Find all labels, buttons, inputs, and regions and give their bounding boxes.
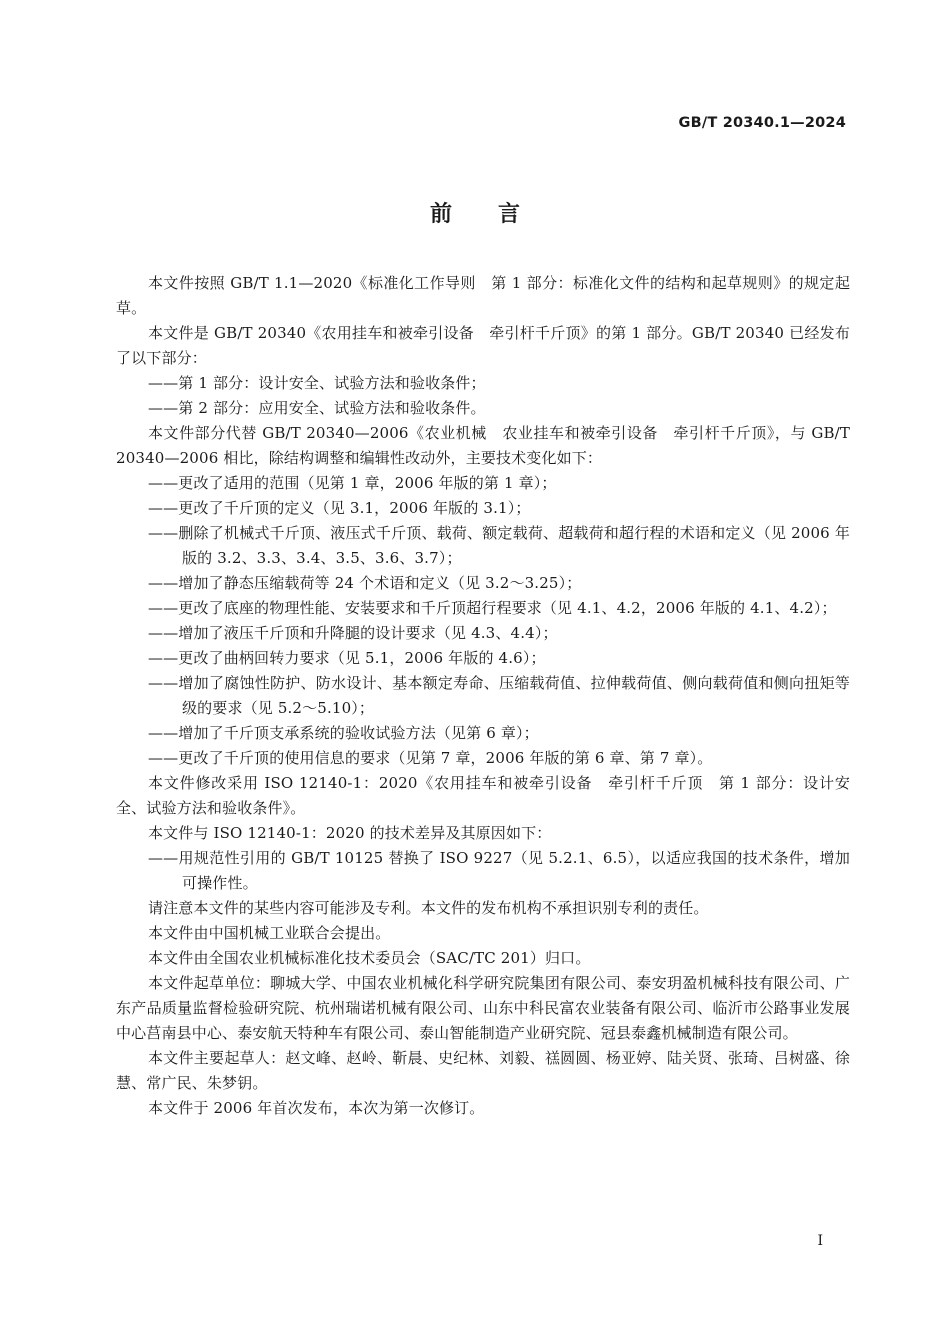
paragraph: 本文件按照 GB/T 1.1—2020《标准化工作导则 第 1 部分：标准化文件的结构和起草规则》的规定起草。 <box>116 274 850 317</box>
paragraph: 本文件部分代替 GB/T 20340—2006《农业机械 农业挂车和被牵引设备 牵引杆千斤顶》，与 GB/T 20340—2006 相比，除结构调整和编辑性改动外，主要技术变化如下： <box>116 424 850 467</box>
list-item: ——增加了静态压缩载荷等 24 个术语和定义（见 3.2～3.25）； <box>148 574 582 592</box>
title-char-1: 前 <box>429 202 452 227</box>
list-item: ——第 1 部分：设计安全、试验方法和验收条件； <box>148 374 486 392</box>
paragraph: 本文件于 2006 年首次发布，本次为第一次修订。 <box>148 1099 485 1117</box>
page-number: I <box>817 1233 823 1249</box>
list-item: ——增加了液压千斤顶和升降腿的设计要求（见 4.3、4.4）； <box>148 624 558 642</box>
list-item: ——更改了千斤顶的定义（见 3.1，2006 年版的 3.1）； <box>148 499 531 517</box>
paragraph: 本文件与 ISO 12140-1：2020 的技术差异及其原因如下： <box>148 824 552 842</box>
list-item: ——增加了千斤顶支承系统的验收试验方法（见第 6 章）； <box>148 724 539 742</box>
list-item: ——增加了腐蚀性防护、防水设计、基本额定寿命、压缩载荷值、拉伸载荷值、侧向载荷值和侧向扭矩等级的要求（见 5.2～5.10）； <box>148 674 850 717</box>
list-item: ——更改了底座的物理性能、安装要求和千斤顶超行程要求（见 4.1、4.2，2006 年版的 4.1、4.2）； <box>148 599 837 617</box>
list-item: ——更改了曲柄回转力要求（见 5.1，2006 年版的 4.6）； <box>148 649 546 667</box>
paragraph: 请注意本文件的某些内容可能涉及专利。本文件的发布机构不承担识别专利的责任。 <box>148 899 709 917</box>
title-char-2: 言 <box>498 202 521 227</box>
standard-number: GB/T 20340.1—2024 <box>678 115 846 131</box>
paragraph: 本文件主要起草人：赵文峰、赵岭、靳晨、史纪林、刘毅、禚圆圆、杨亚婷、陆关贤、张琦、吕树盛、徐慧、常广民、朱梦钥。 <box>116 1049 850 1092</box>
list-item: ——用规范性引用的 GB/T 10125 替换了 ISO 9227（见 5.2.1、6.5），以适应我国的技术条件，增加可操作性。 <box>148 849 850 892</box>
list-item: ——更改了千斤顶的使用信息的要求（见第 7 章，2006 年版的第 6 章、第 7 章）。 <box>148 749 713 767</box>
paragraph: 本文件是 GB/T 20340《农用挂车和被牵引设备 牵引杆千斤顶》的第 1 部分。GB/T 20340 已经发布了以下部分： <box>116 324 850 367</box>
paragraph: 本文件由全国农业机械标准化技术委员会（SAC/TC 201）归口。 <box>148 949 591 967</box>
list-item: ——更改了适用的范围（见第 1 章，2006 年版的第 1 章）； <box>148 474 557 492</box>
page-title <box>0 197 950 228</box>
list-item: ——删除了机械式千斤顶、液压式千斤顶、载荷、额定载荷、超载荷和超行程的术语和定义（见 2006 年版的 3.2、3.3、3.4、3.5、3.6、3.7）； <box>148 524 850 567</box>
paragraph: 本文件起草单位：聊城大学、中国农业机械化科学研究院集团有限公司、泰安玥盈机械科技有限公司、广东产品质量监督检验研究院、杭州瑞诺机械有限公司、山东中科民富农业装备有限公司、临沂市公路事业发展中心莒南县中心、泰安航天特种车有限公司、泰山智能制造产业研究院、冠县泰鑫机械制造有限公司。 <box>116 974 850 1042</box>
list-item: ——第 2 部分：应用安全、试验方法和验收条件。 <box>148 399 486 417</box>
paragraph: 本文件修改采用 ISO 12140-1：2020《农用挂车和被牵引设备 牵引杆千斤顶 第 1 部分：设计安全、试验方法和验收条件》。 <box>116 774 850 817</box>
paragraph: 本文件由中国机械工业联合会提出。 <box>148 924 391 942</box>
body-text <box>116 271 850 1121</box>
